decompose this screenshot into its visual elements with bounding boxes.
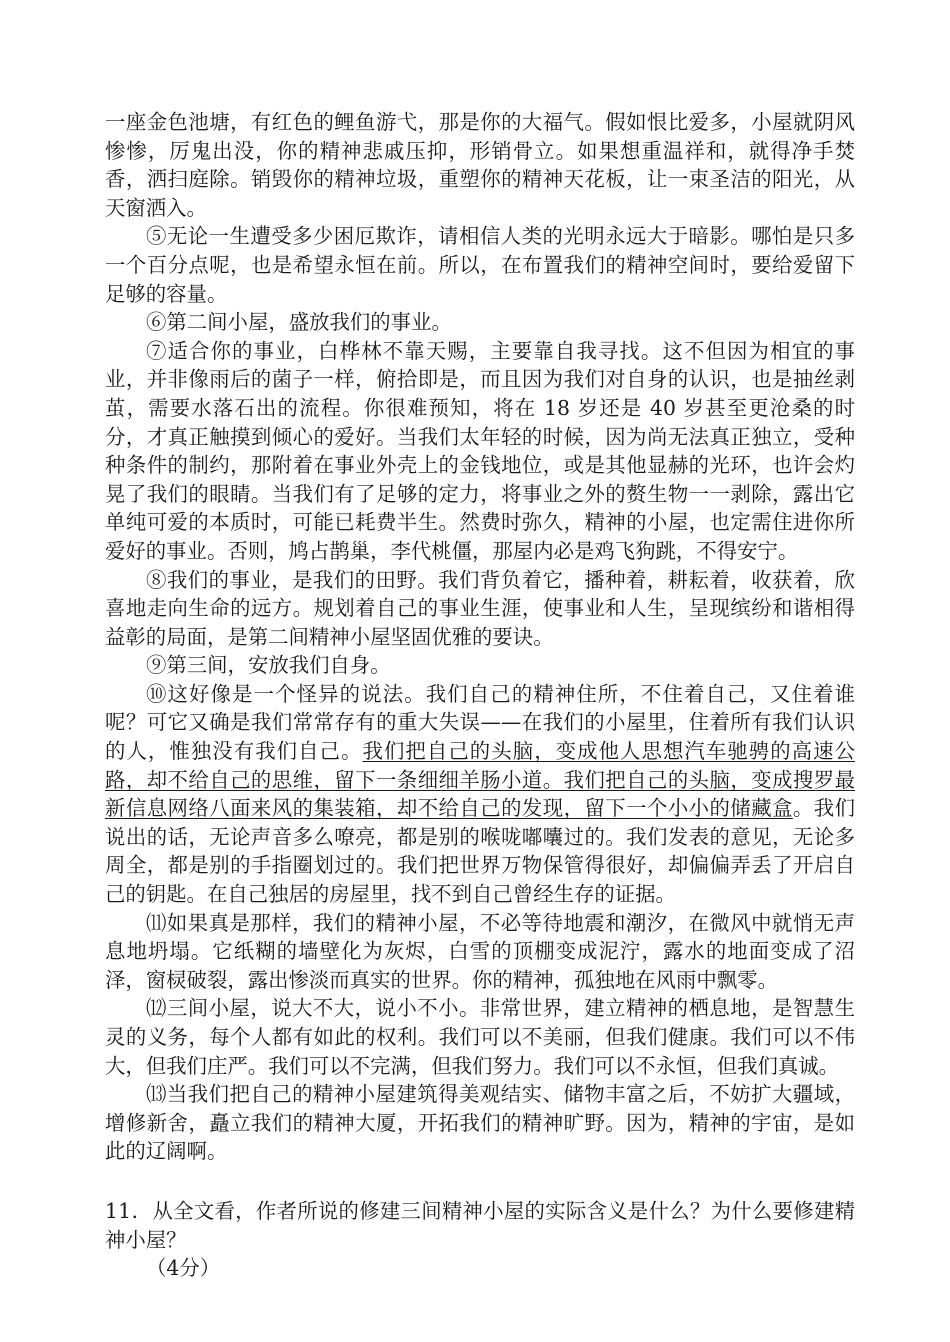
section-spacer	[105, 1166, 855, 1197]
passage-paragraph-13: ⒀当我们把自己的精神小屋建筑得美观结实、储物丰富之后，不妨扩大疆域，增修新舍，矗立我们的精神大厦，开拓我们的精神旷野。因为，精神的宇宙，是如此的辽阔啊。	[105, 1082, 855, 1164]
passage-paragraph-8: ⑧我们的事业，是我们的田野。我们背负着它，播种着，耕耘着，收获着，欣喜地走向生命的远方。规划着自己的事业生涯，使事业和人生，呈现缤纷和谐相得益彰的局面，是第二间精神小屋坚固优雅的要诀。	[105, 567, 855, 649]
passage-paragraph-11: ⑾如果真是那样，我们的精神小屋，不必等待地震和潮汐，在微风中就悄无声息地坍塌。它纸糊的墙壁化为灰烬，白雪的顶棚变成泥泞，露水的地面变成了沼泽，窗棂破裂，露出惨淡而真实的世界。你的精神，孤独地在风雨中飘零。	[105, 910, 855, 992]
passage-paragraph-9: ⑨第三间，安放我们自身。	[146, 653, 391, 678]
question-11-number: 11．	[105, 1198, 153, 1223]
paragraph-10-segment-plain-tail: 。我们说出的话，无论声音多么嘹亮，都是别的喉咙嘟囔过的。我们发表的意见，无论多周全，都是别的手指圈划过的。我们把世界万物保管得很好，却偏偏弄丢了开启自己的钥匙。在自己独居的房屋里，找不到自己曾经生存的证据。	[105, 796, 856, 907]
passage-paragraph-continued: 一座金色池塘，有红色的鲤鱼游弋，那是你的大福气。假如恨比爱多，小屋就阴风惨惨，厉鬼出没，你的精神悲戚压抑，形销骨立。如果想重温祥和，就得净手焚香，洒扫庭除。销毁你的精神垃圾，重塑你的精神天花板，让一束圣洁的阳光，从天窗洒入。	[105, 110, 855, 220]
passage-paragraph-6: ⑥第二间小屋，盛放我们的事业。	[146, 310, 452, 335]
question-11-prompt-text: 从全文看，作者所说的修建三间精神小屋的实际含义是什么？为什么要修建精神小屋？	[105, 1198, 855, 1252]
question-11	[105, 1197, 855, 1283]
text-column	[105, 108, 855, 1283]
paragraph-10-underlined-sentence: 我们把自己的头脑，变成他人思想汽车驰骋的高速公路，却不给自己的思维，留下一条细细羊肠小道。我们把自己的头脑，变成搜罗最新信息网络八面来风的集装箱，却不给自己的发现，留下一个小小的储藏盒	[105, 739, 856, 821]
question-11-score-line: （4分）	[146, 1256, 221, 1281]
passage-paragraph-10	[105, 680, 855, 909]
passage-paragraph-5: ⑤无论一生遭受多少困厄欺诈，请相信人类的光明永远大于暗影。哪怕是只多一个百分点呢，也是希望永恒在前。所以，在布置我们的精神空间时，要给爱留下足够的容量。	[105, 224, 855, 306]
paragraph-10-segment-plain-lead: ⑩这好像是一个怪异的说法。我们自己的精神住所，不住着自己，又住着谁呢？可它又确是我们常常存有的重大失误——在我们的小屋里，住着所有我们认识的人，惟独没有我们自己。	[105, 681, 855, 764]
passage-paragraph-12: ⑿三间小屋，说大不大，说小不小。非常世界，建立精神的栖息地，是智慧生灵的义务，每个人都有如此的权利。我们可以不美丽，但我们健康。我们可以不伟大，但我们庄严。我们可以不完满，但我们努力。我们可以不永恒，但我们真诚。	[105, 996, 855, 1078]
question-11-prompt-line	[105, 1197, 855, 1254]
passage-paragraph-7: ⑦适合你的事业，白桦林不靠天赐，主要靠自我寻找。这不但因为相宜的事业，并非像雨后的菌子一样，俯拾即是，而且因为我们对自身的认识，也是抽丝剥茧，需要水落石出的流程。你很难预知，将在 18 岁还是 40 岁甚至更沧桑的时分，才真正触摸到倾心的爱好。当我们太年轻的时候，因为尚无法真正独立，受种种条件的制约，那附着在事业外壳上的金钱地位，或是其他显赫的光环，也许会灼晃了我们的眼睛。当我们有了足够的定力，将事业之外的赘生物一一剥除，露出它单纯可爱的本质时，可能已耗费半生。然费时弥久，精神的小屋，也定需住进你所爱好的事业。否则，鸠占鹊巢，李代桃僵，那屋内必是鸡飞狗跳，不得安宁。	[105, 338, 855, 563]
